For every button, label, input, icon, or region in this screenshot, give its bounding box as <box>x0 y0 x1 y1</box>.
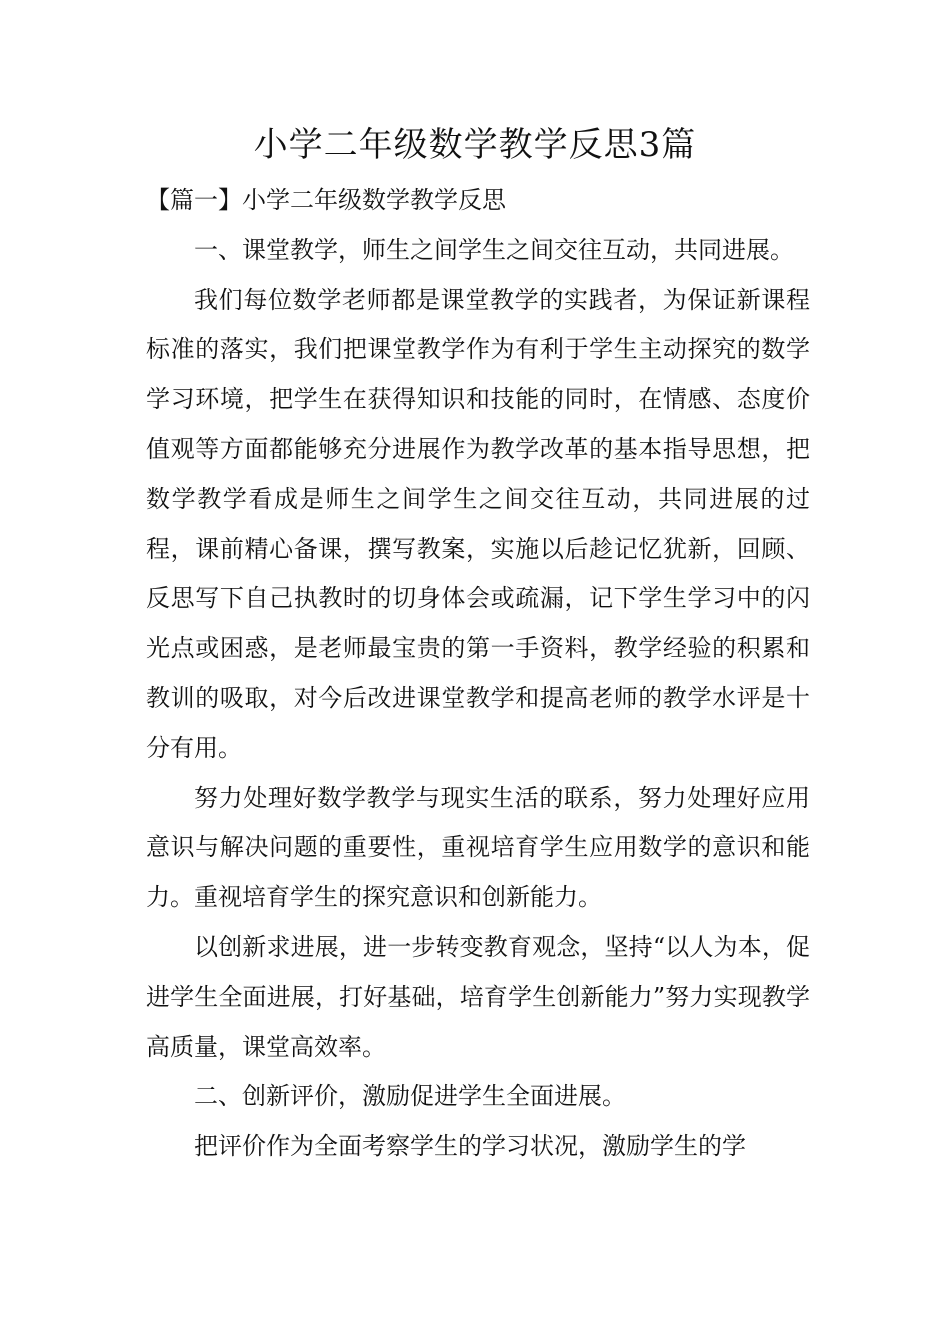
paragraph: 以创新求进展，进一步转变教育观念，坚持“以人为本，促进学生全面进展，打好基础，培育学生创新能力”努力实现教学高质量，课堂高效率。 <box>146 932 810 1061</box>
document-body <box>146 176 810 1172</box>
paragraph: 一、课堂教学，师生之间学生之间交往互动，共同进展。 <box>194 235 794 264</box>
paragraph: 我们每位数学老师都是课堂教学的实践者，为保证新课程标准的落实，我们把课堂教学作为有利于学生主动探究的数学学习环境，把学生在获得知识和技能的同时，在情感、态度价值观等方面都能够充分进展作为教学改革的基本指导思想，把数学教学看成是师生之间学生之间交往互动，共同进展的过程，课前精心备课，撰写教案，实施以后趁记忆犹新，回顾、反思写下自己执教时的切身体会或疏漏，记下学生学习中的闪光点或困惑，是老师最宝贵的第一手资料，教学经验的积累和教训的吸取，对今后改进课堂教学和提高老师的教学水评是十分有用。 <box>146 285 810 762</box>
paragraph: 二、创新评价，激励促进学生全面进展。 <box>194 1082 626 1111</box>
paragraph: 把评价作为全面考察学生的学习状况，激励学生的学 <box>194 1132 746 1161</box>
section-heading: 【篇一】小学二年级数学教学反思 <box>146 186 506 214</box>
paragraph: 努力处理好数学教学与现实生活的联系，努力处理好应用意识与解决问题的重要性，重视培育学生应用数学的意识和能力。重视培育学生的探究意识和创新能力。 <box>146 783 810 912</box>
document-title: 小学二年级数学教学反思3篇 <box>253 125 697 165</box>
